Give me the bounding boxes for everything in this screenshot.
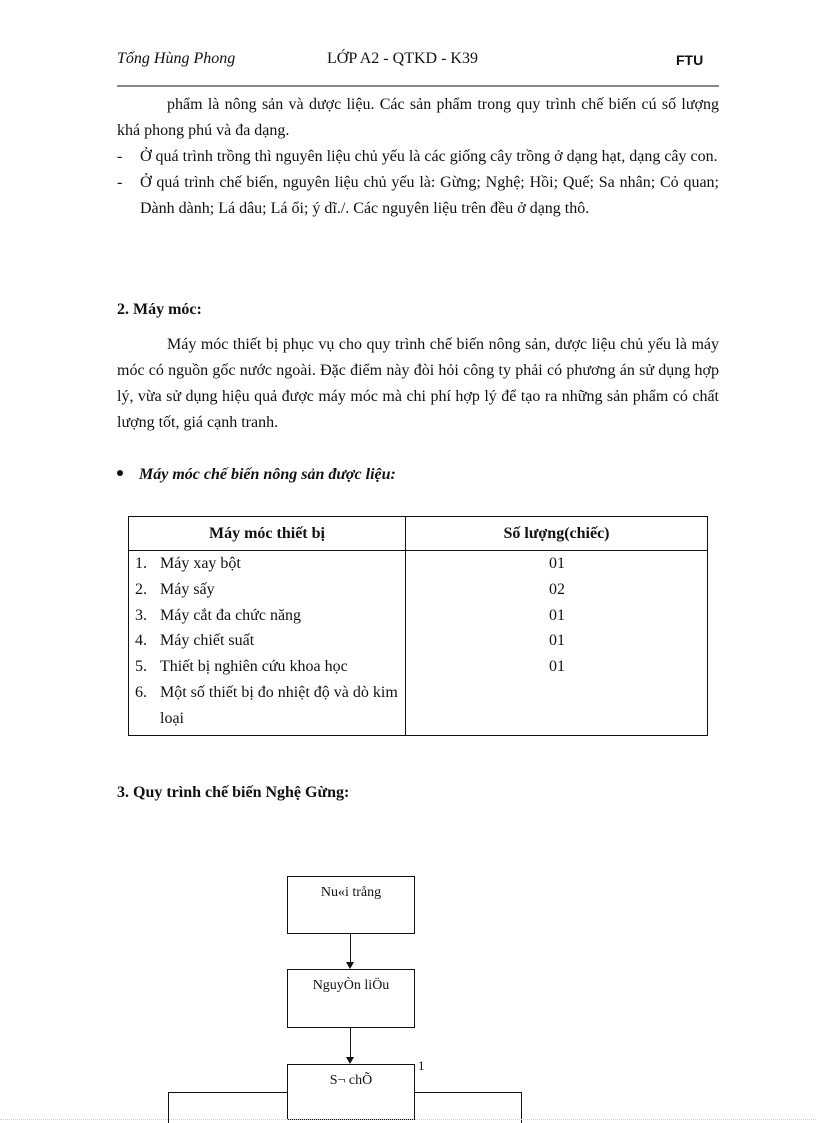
column-header-quantity: Số lượng(chiếc) <box>406 517 708 551</box>
arrow-down-icon <box>346 1057 354 1064</box>
list-item <box>117 170 719 222</box>
item-name: Máy cắt đa chức năng <box>160 606 302 624</box>
header-class: LỚP A2 - QTKD - K39 <box>327 50 478 67</box>
table-header-row <box>129 517 708 551</box>
equipment-item <box>129 603 405 629</box>
quantity-value: 01 <box>549 606 565 624</box>
equipment-item <box>129 551 405 577</box>
item-name: Một số thiết bị đo nhiệt độ và dò kim loại <box>160 683 398 727</box>
header-school: FTU <box>676 52 704 68</box>
list-item <box>117 144 719 170</box>
flow-branch-left <box>168 1092 287 1093</box>
item-number: 2. <box>135 580 147 598</box>
item-number: 5. <box>135 658 147 676</box>
equipment-item <box>129 628 405 654</box>
item-number: 6. <box>135 683 147 701</box>
equipment-table <box>128 516 708 736</box>
machinery-paragraph: Máy móc thiết bị phục vụ cho quy trình chế biến nông sản, dược liệu chủ yếu là máy móc có nguồn gốc nước ngoài. Đặc điểm này đòi hỏi công ty phải có phương án sử dụng hợp lý, vừa sử dụng hiệu quả được máy móc mà chi phí hợp lý để tạo ra những sản phẩm có chất lượng tốt, giá cạnh tranh. <box>117 336 719 431</box>
machinery-block <box>117 332 719 436</box>
page-bottom-edge <box>0 1119 816 1120</box>
flow-branch-right <box>415 1092 521 1093</box>
quantity-value: 01 <box>549 555 565 572</box>
flow-box-preprocessing: S¬ chÕ <box>287 1064 415 1120</box>
equipment-list-cell <box>129 551 406 736</box>
section-heading-process: 3. Quy trình chế biến Nghệ Gừng: <box>117 784 350 801</box>
list-item-text: Ở quá trình chế biến, nguyên liệu chủ yếu là: Gừng; Nghệ; Hồi; Quế; Sa nhân; Cỏ quan; Dành dành; Lá dâu; Lá ổi; ý dĩ./. Các nguyên liệu trên đều ở dạng thô. <box>140 174 719 217</box>
flow-connector <box>350 1028 351 1058</box>
flow-box-raw-material: NguyÒn liÖu <box>287 969 415 1028</box>
item-name: Thiết bị nghiên cứu khoa học <box>160 658 348 676</box>
item-name: Máy sấy <box>160 580 215 598</box>
equipment-item <box>129 654 405 680</box>
header-divider <box>117 85 719 87</box>
footnote-marker: 1 <box>418 1058 425 1073</box>
machinery-subheading-text: Máy móc chế biến nông sản được liệu: <box>139 466 396 483</box>
flow-box-cultivation: Nu«i trång <box>287 876 415 934</box>
intro-block <box>117 92 719 222</box>
item-number: 1. <box>135 555 147 572</box>
table-row <box>129 551 708 736</box>
section-heading-machinery: 2. Máy móc: <box>117 301 202 318</box>
flow-connector <box>350 934 351 963</box>
dash-bullet: - <box>117 148 123 165</box>
item-number: 4. <box>135 632 147 650</box>
column-header-equipment: Máy móc thiết bị <box>129 517 406 551</box>
list-item-text: Ở quá trình trồng thì nguyên liệu chủ yếu là các giống cây trồng ở dạng hạt, dạng cây con. <box>140 148 718 165</box>
arrow-down-icon <box>346 962 354 969</box>
item-name: Máy chiết suất <box>160 632 255 650</box>
bullet-dot <box>117 470 123 476</box>
intro-paragraph: phẩm là nông sản và dược liệu. Các sản phẩm trong quy trình chế biến cú số lượng khá phong phú và đa dạng. <box>117 96 719 139</box>
quantity-list-cell <box>406 551 708 736</box>
item-name: Máy xay bột <box>160 555 241 572</box>
quantity-value: 01 <box>549 658 565 676</box>
equipment-item <box>129 680 405 732</box>
materials-list <box>117 144 719 222</box>
quantity-value: 01 <box>549 632 565 650</box>
dash-bullet: - <box>117 174 123 191</box>
quantity-value: 02 <box>549 580 565 598</box>
item-number: 3. <box>135 606 147 624</box>
machinery-subheading <box>117 466 396 484</box>
equipment-item <box>129 577 405 603</box>
header-author: Tống Hùng Phong <box>117 50 236 67</box>
